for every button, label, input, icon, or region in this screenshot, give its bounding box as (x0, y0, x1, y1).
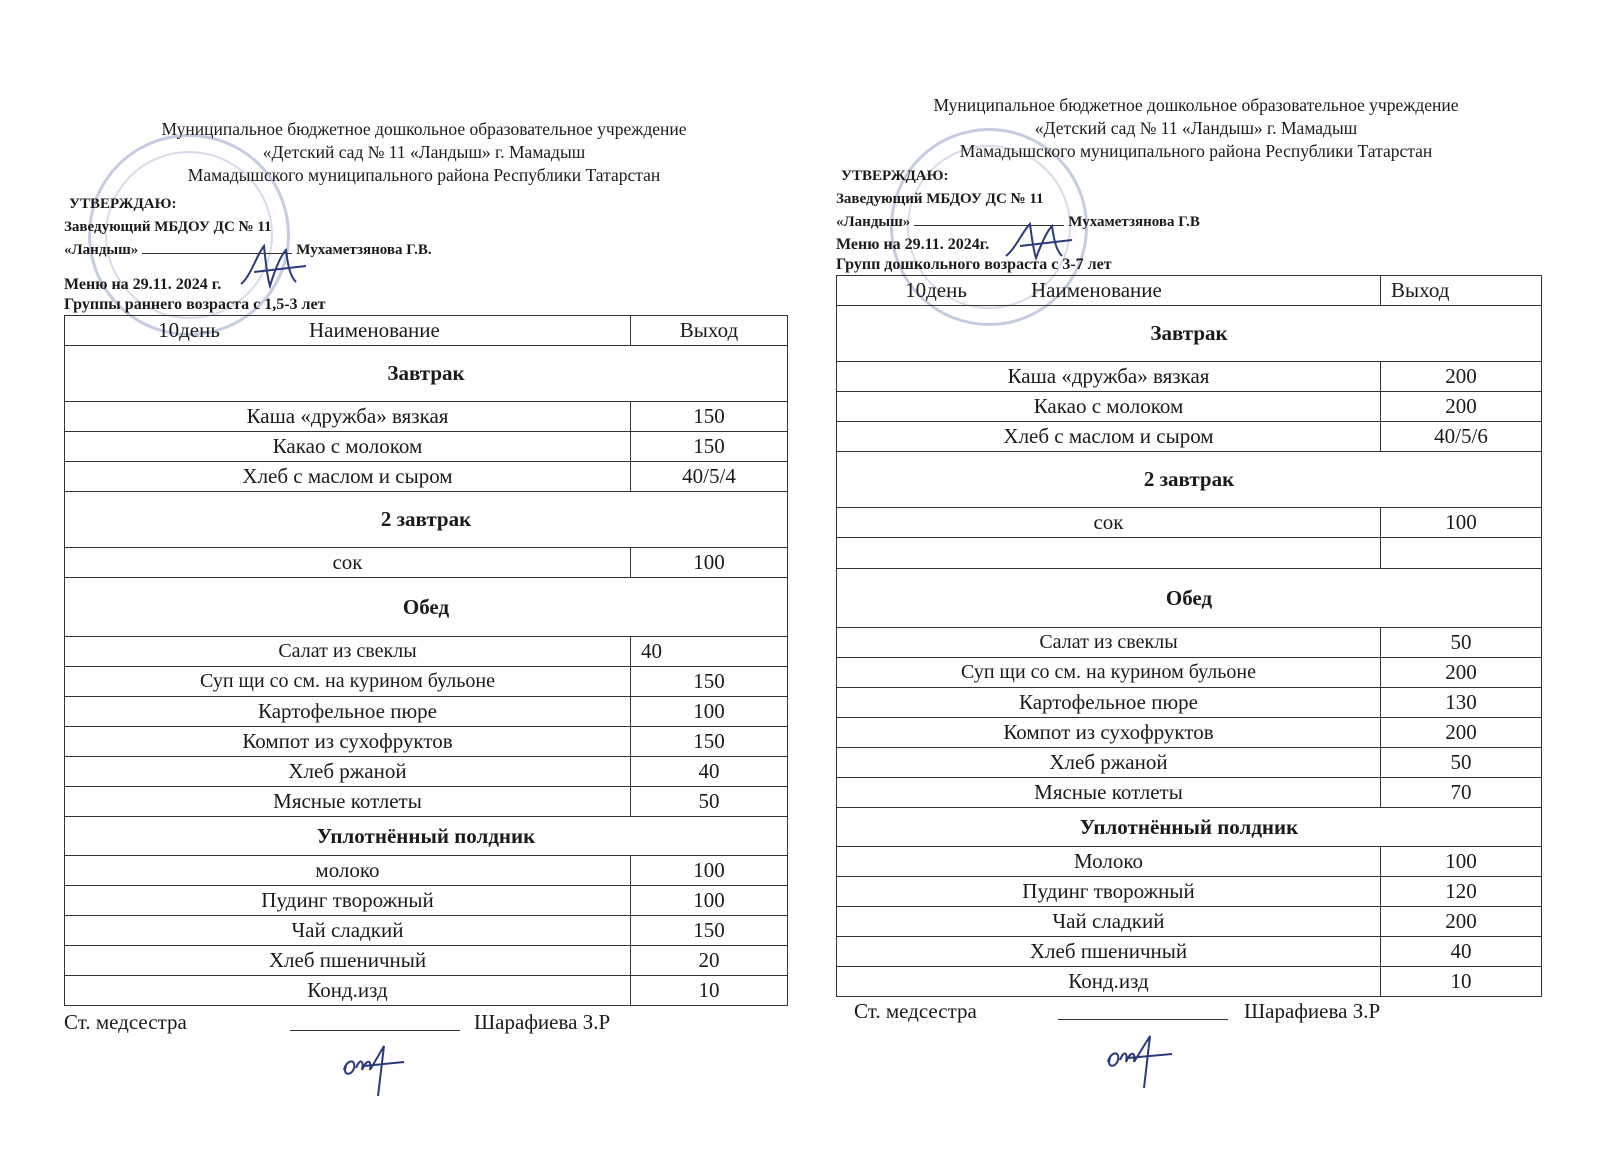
yield-header: Выход (631, 316, 788, 346)
dish-name: Чай сладкий (65, 916, 631, 946)
table-row (837, 392, 1542, 422)
dish-yield: 150 (631, 667, 788, 697)
dish-yield: 50 (631, 787, 788, 817)
header-cell (65, 316, 631, 346)
signature-line (142, 239, 292, 254)
table-row (837, 422, 1542, 452)
table-row (65, 548, 788, 578)
header-cell (837, 276, 1381, 306)
empty-cell (1381, 538, 1542, 569)
institution-header (832, 94, 1560, 163)
dish-name: Каша «дружба» вязкая (837, 362, 1381, 392)
group-label: Групп дошкольного возраста с 3-7 лет (836, 256, 1112, 273)
dish-yield: 100 (631, 856, 788, 886)
dish-name: Салат из свеклы (837, 628, 1381, 658)
approval-block (836, 165, 1560, 234)
dish-name: Каша «дружба» вязкая (65, 402, 631, 432)
table-row (65, 637, 788, 667)
dish-yield: 200 (1381, 392, 1542, 422)
signature-line (290, 1030, 460, 1031)
table-row (837, 778, 1542, 808)
table-row (65, 856, 788, 886)
header-line: Мамадышского муниципального района Республики Татарстан (959, 141, 1433, 161)
dish-name: Хлеб пшеничный (65, 946, 631, 976)
dish-name: Хлеб ржаной (65, 757, 631, 787)
approval-block (64, 193, 788, 262)
dish-name: Картофельное пюре (65, 697, 631, 727)
menu-table (64, 315, 788, 1006)
table-header-row (837, 276, 1542, 306)
dish-yield: 100 (631, 886, 788, 916)
dish-name: Салат из свеклы (65, 637, 631, 667)
section-row (65, 492, 788, 548)
table-row (837, 877, 1542, 907)
dish-yield: 50 (1381, 628, 1542, 658)
section-row (837, 808, 1542, 847)
dish-name: Картофельное пюре (837, 688, 1381, 718)
table-row (837, 718, 1542, 748)
section-title: 2 завтрак (837, 452, 1542, 508)
dish-yield: 150 (631, 432, 788, 462)
institution-header (60, 118, 788, 187)
dish-yield: 100 (631, 697, 788, 727)
dish-name: Молоко (837, 847, 1381, 877)
section-row (65, 817, 788, 856)
dish-yield: 100 (1381, 508, 1542, 538)
day-label: 10день (905, 278, 967, 302)
header-line: «Детский сад № 11 «Ландыш» г. Мамадыш (262, 142, 586, 162)
dish-name: Компот из сухофруктов (65, 727, 631, 757)
section-row (65, 346, 788, 402)
table-row (65, 432, 788, 462)
section-row (837, 306, 1542, 362)
dish-name: Конд.изд (65, 976, 631, 1006)
dish-name: Какао с молоком (837, 392, 1381, 422)
table-row (837, 748, 1542, 778)
dish-yield: 20 (631, 946, 788, 976)
dish-yield: 200 (1381, 658, 1542, 688)
table-row (65, 916, 788, 946)
section-title: Завтрак (65, 346, 788, 402)
name-header: Наименование (309, 318, 440, 342)
approve-org: «Ландыш» (64, 242, 139, 258)
table-row (837, 508, 1542, 538)
menu-date: Меню на 29.11. 2024г. (836, 236, 990, 253)
dish-yield: 150 (631, 916, 788, 946)
dish-name: Хлеб с маслом и сыром (837, 422, 1381, 452)
menu-table (836, 275, 1542, 997)
nurse-name: Шарафиева З.Р (1244, 999, 1381, 1023)
header-line: Мамадышского муниципального района Республики Татарстан (187, 165, 661, 185)
dish-yield: 50 (1381, 748, 1542, 778)
dish-name: сок (837, 508, 1381, 538)
nurse-name: Шарафиева З.Р (474, 1010, 611, 1034)
menu-sheet-right (836, 94, 1560, 1039)
dish-yield: 40 (631, 637, 788, 667)
table-row-empty (837, 538, 1542, 569)
dish-yield: 70 (1381, 778, 1542, 808)
dish-yield: 150 (631, 402, 788, 432)
approve-name: Мухаметзянова Г.В (1068, 214, 1200, 230)
yield-header: Выход (1381, 276, 1542, 306)
dish-yield: 40/5/6 (1381, 422, 1542, 452)
dish-name: Мясные котлеты (837, 778, 1381, 808)
table-row (65, 976, 788, 1006)
dish-name: сок (65, 548, 631, 578)
section-title: Обед (65, 578, 788, 637)
approve-position: Заведующий МБДОУ ДС № 11 (836, 191, 1044, 207)
day-label: 10день (158, 318, 220, 342)
dish-yield: 40/5/4 (631, 462, 788, 492)
section-row (837, 569, 1542, 628)
empty-cell (837, 538, 1381, 569)
table-row (65, 402, 788, 432)
dish-yield: 10 (631, 976, 788, 1006)
dish-name: Конд.изд (837, 967, 1381, 997)
dish-yield: 40 (631, 757, 788, 787)
header-line: «Детский сад № 11 «Ландыш» г. Мамадыш (1034, 118, 1358, 138)
table-row (837, 658, 1542, 688)
signature-line (1058, 1019, 1228, 1020)
table-row (65, 787, 788, 817)
dish-yield: 200 (1381, 718, 1542, 748)
footer-signature (836, 999, 1560, 1039)
menu-date: Меню на 29.11. 2024 г. (64, 276, 222, 293)
dish-name: Хлеб пшеничный (837, 937, 1381, 967)
dish-name: Мясные котлеты (65, 787, 631, 817)
section-title: Обед (837, 569, 1542, 628)
approve-title: УТВЕРЖДАЮ: (69, 196, 177, 212)
role-label: Ст. медсестра (854, 999, 977, 1023)
dish-yield: 200 (1381, 907, 1542, 937)
group-label: Группы раннего возраста с 1,5-3 лет (64, 296, 326, 313)
section-title: Уплотнённый полдник (837, 808, 1542, 847)
dish-yield: 100 (631, 548, 788, 578)
dish-yield: 130 (1381, 688, 1542, 718)
table-row (837, 688, 1542, 718)
table-row (65, 667, 788, 697)
table-row (837, 937, 1542, 967)
approve-line (64, 239, 788, 262)
header-line: Муниципальное бюджетное дошкольное образовательное учреждение (933, 95, 1459, 115)
dish-yield: 200 (1381, 362, 1542, 392)
dish-yield: 10 (1381, 967, 1542, 997)
dish-name: Чай сладкий (837, 907, 1381, 937)
section-title: Завтрак (837, 306, 1542, 362)
footer-signature (64, 1010, 788, 1050)
table-row (837, 628, 1542, 658)
dish-name: Компот из сухофруктов (837, 718, 1381, 748)
dish-name: Суп щи со см. на курином бульоне (65, 667, 631, 697)
table-row (837, 967, 1542, 997)
approve-org: «Ландыш» (836, 214, 911, 230)
approve-title: УТВЕРЖДАЮ: (841, 168, 949, 184)
nurse-signature-right (1098, 1030, 1180, 1090)
dish-name: Хлеб ржаной (837, 748, 1381, 778)
dish-name: Суп щи со см. на курином бульоне (837, 658, 1381, 688)
approve-line (836, 211, 1560, 234)
signature-line (914, 211, 1064, 226)
table-row (65, 727, 788, 757)
dish-yield: 150 (631, 727, 788, 757)
section-row (65, 578, 788, 637)
section-row (837, 452, 1542, 508)
dish-name: Пудинг творожный (65, 886, 631, 916)
table-row (65, 697, 788, 727)
table-row (65, 757, 788, 787)
header-line: Муниципальное бюджетное дошкольное образовательное учреждение (161, 119, 687, 139)
table-row (65, 946, 788, 976)
dish-yield: 120 (1381, 877, 1542, 907)
table-row (65, 886, 788, 916)
dish-yield: 40 (1381, 937, 1542, 967)
table-row (837, 847, 1542, 877)
dish-name: Какао с молоком (65, 432, 631, 462)
table-header-row (65, 316, 788, 346)
approve-name: Мухаметзянова Г.В. (296, 242, 432, 258)
dish-yield: 100 (1381, 847, 1542, 877)
role-label: Ст. медсестра (64, 1010, 187, 1034)
table-row (837, 907, 1542, 937)
table-row (837, 362, 1542, 392)
dish-name: Хлеб с маслом и сыром (65, 462, 631, 492)
table-row (65, 462, 788, 492)
approve-position: Заведующий МБДОУ ДС № 11 (64, 219, 272, 235)
section-title: Уплотнённый полдник (65, 817, 788, 856)
menu-sheet-left (64, 118, 788, 1050)
dish-name: Пудинг творожный (837, 877, 1381, 907)
dish-name: молоко (65, 856, 631, 886)
name-header: Наименование (1031, 278, 1162, 302)
section-title: 2 завтрак (65, 492, 788, 548)
